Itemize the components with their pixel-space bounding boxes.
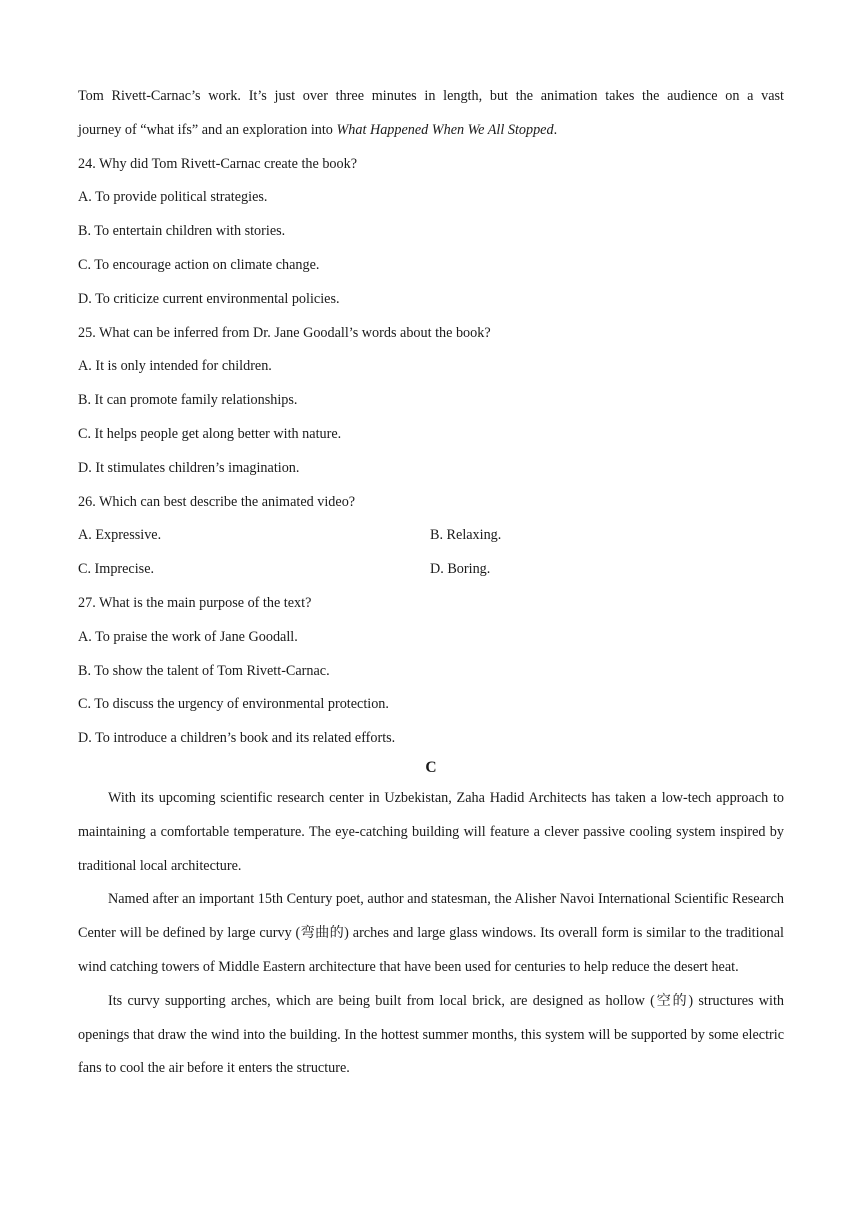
q26-option-d: D. Boring. (430, 561, 491, 578)
q25-option-d: D. It stimulates children’s imagination. (78, 459, 300, 476)
q26-option-c: C. Imprecise. (78, 561, 155, 578)
q24-option-d: D. To criticize current environmental policies. (78, 290, 340, 307)
intro-line-2-suffix: . (553, 121, 558, 138)
q27-option-d: D. To introduce a children’s book and its related efforts. (78, 730, 396, 747)
q26-option-b: B. Relaxing. (430, 527, 502, 544)
intro-line-2-prefix: journey of “what ifs” and an exploration into (78, 121, 337, 138)
q27-option-c: C. To discuss the urgency of environmental protection. (78, 696, 389, 713)
question-27: 27. What is the main purpose of the text? (78, 594, 312, 611)
q25-option-b: B. It can promote family relationships. (78, 392, 298, 409)
q24-option-b: B. To entertain children with stories. (78, 223, 286, 240)
q26-option-a: A. Expressive. (78, 527, 162, 544)
q26-options-row-2 (78, 553, 784, 587)
q27-option-a: A. To praise the work of Jane Goodall. (78, 628, 298, 645)
q25-option-a: A. It is only intended for children. (78, 358, 272, 375)
section-heading: C (425, 758, 437, 776)
question-26: 26. Which can best describe the animated video? (78, 493, 356, 510)
document-page (78, 80, 784, 1086)
question-25: 25. What can be inferred from Dr. Jane Goodall’s words about the book? (78, 324, 491, 341)
paragraph-3: Its curvy supporting arches, which are being built from local brick, are designed as hollow (空的) structures with openings that draw the wind into the building. In the hottest summer months, this system will be supported by some electric fans to cool the air before it enters the structure. (78, 992, 784, 1077)
question-24: 24. Why did Tom Rivett-Carnac create the book? (78, 155, 357, 172)
q24-option-c: C. To encourage action on climate change. (78, 256, 320, 273)
paragraph-2: Named after an important 15th Century poet, author and statesman, the Alisher Navoi International Scientific Research Center will be defined by large curvy (弯曲的) arches and large glass windows. Its overall form is similar to the traditional wind catching towers of Middle Eastern architecture that have been used for centuries to help reduce the desert heat. (78, 891, 784, 975)
intro-line-1: Tom Rivett-Carnac’s work. It’s just over three minutes in length, but the animation takes the audience on a vast (78, 88, 784, 104)
book-title: What Happened When We All Stopped (336, 121, 554, 138)
q27-option-b: B. To show the talent of Tom Rivett-Carnac. (78, 662, 330, 679)
paragraph-1: With its upcoming scientific research center in Uzbekistan, Zaha Hadid Architects has taken a low-tech approach to maintaining a comfortable temperature. The eye-catching building will feature a clever passive cooling system inspired by traditional local architecture. (78, 789, 784, 874)
q24-option-a: A. To provide political strategies. (78, 189, 268, 206)
q26-options-row-1 (78, 519, 784, 553)
q25-option-c: C. It helps people get along better with nature. (78, 425, 342, 442)
intro-line-2 (78, 114, 784, 148)
